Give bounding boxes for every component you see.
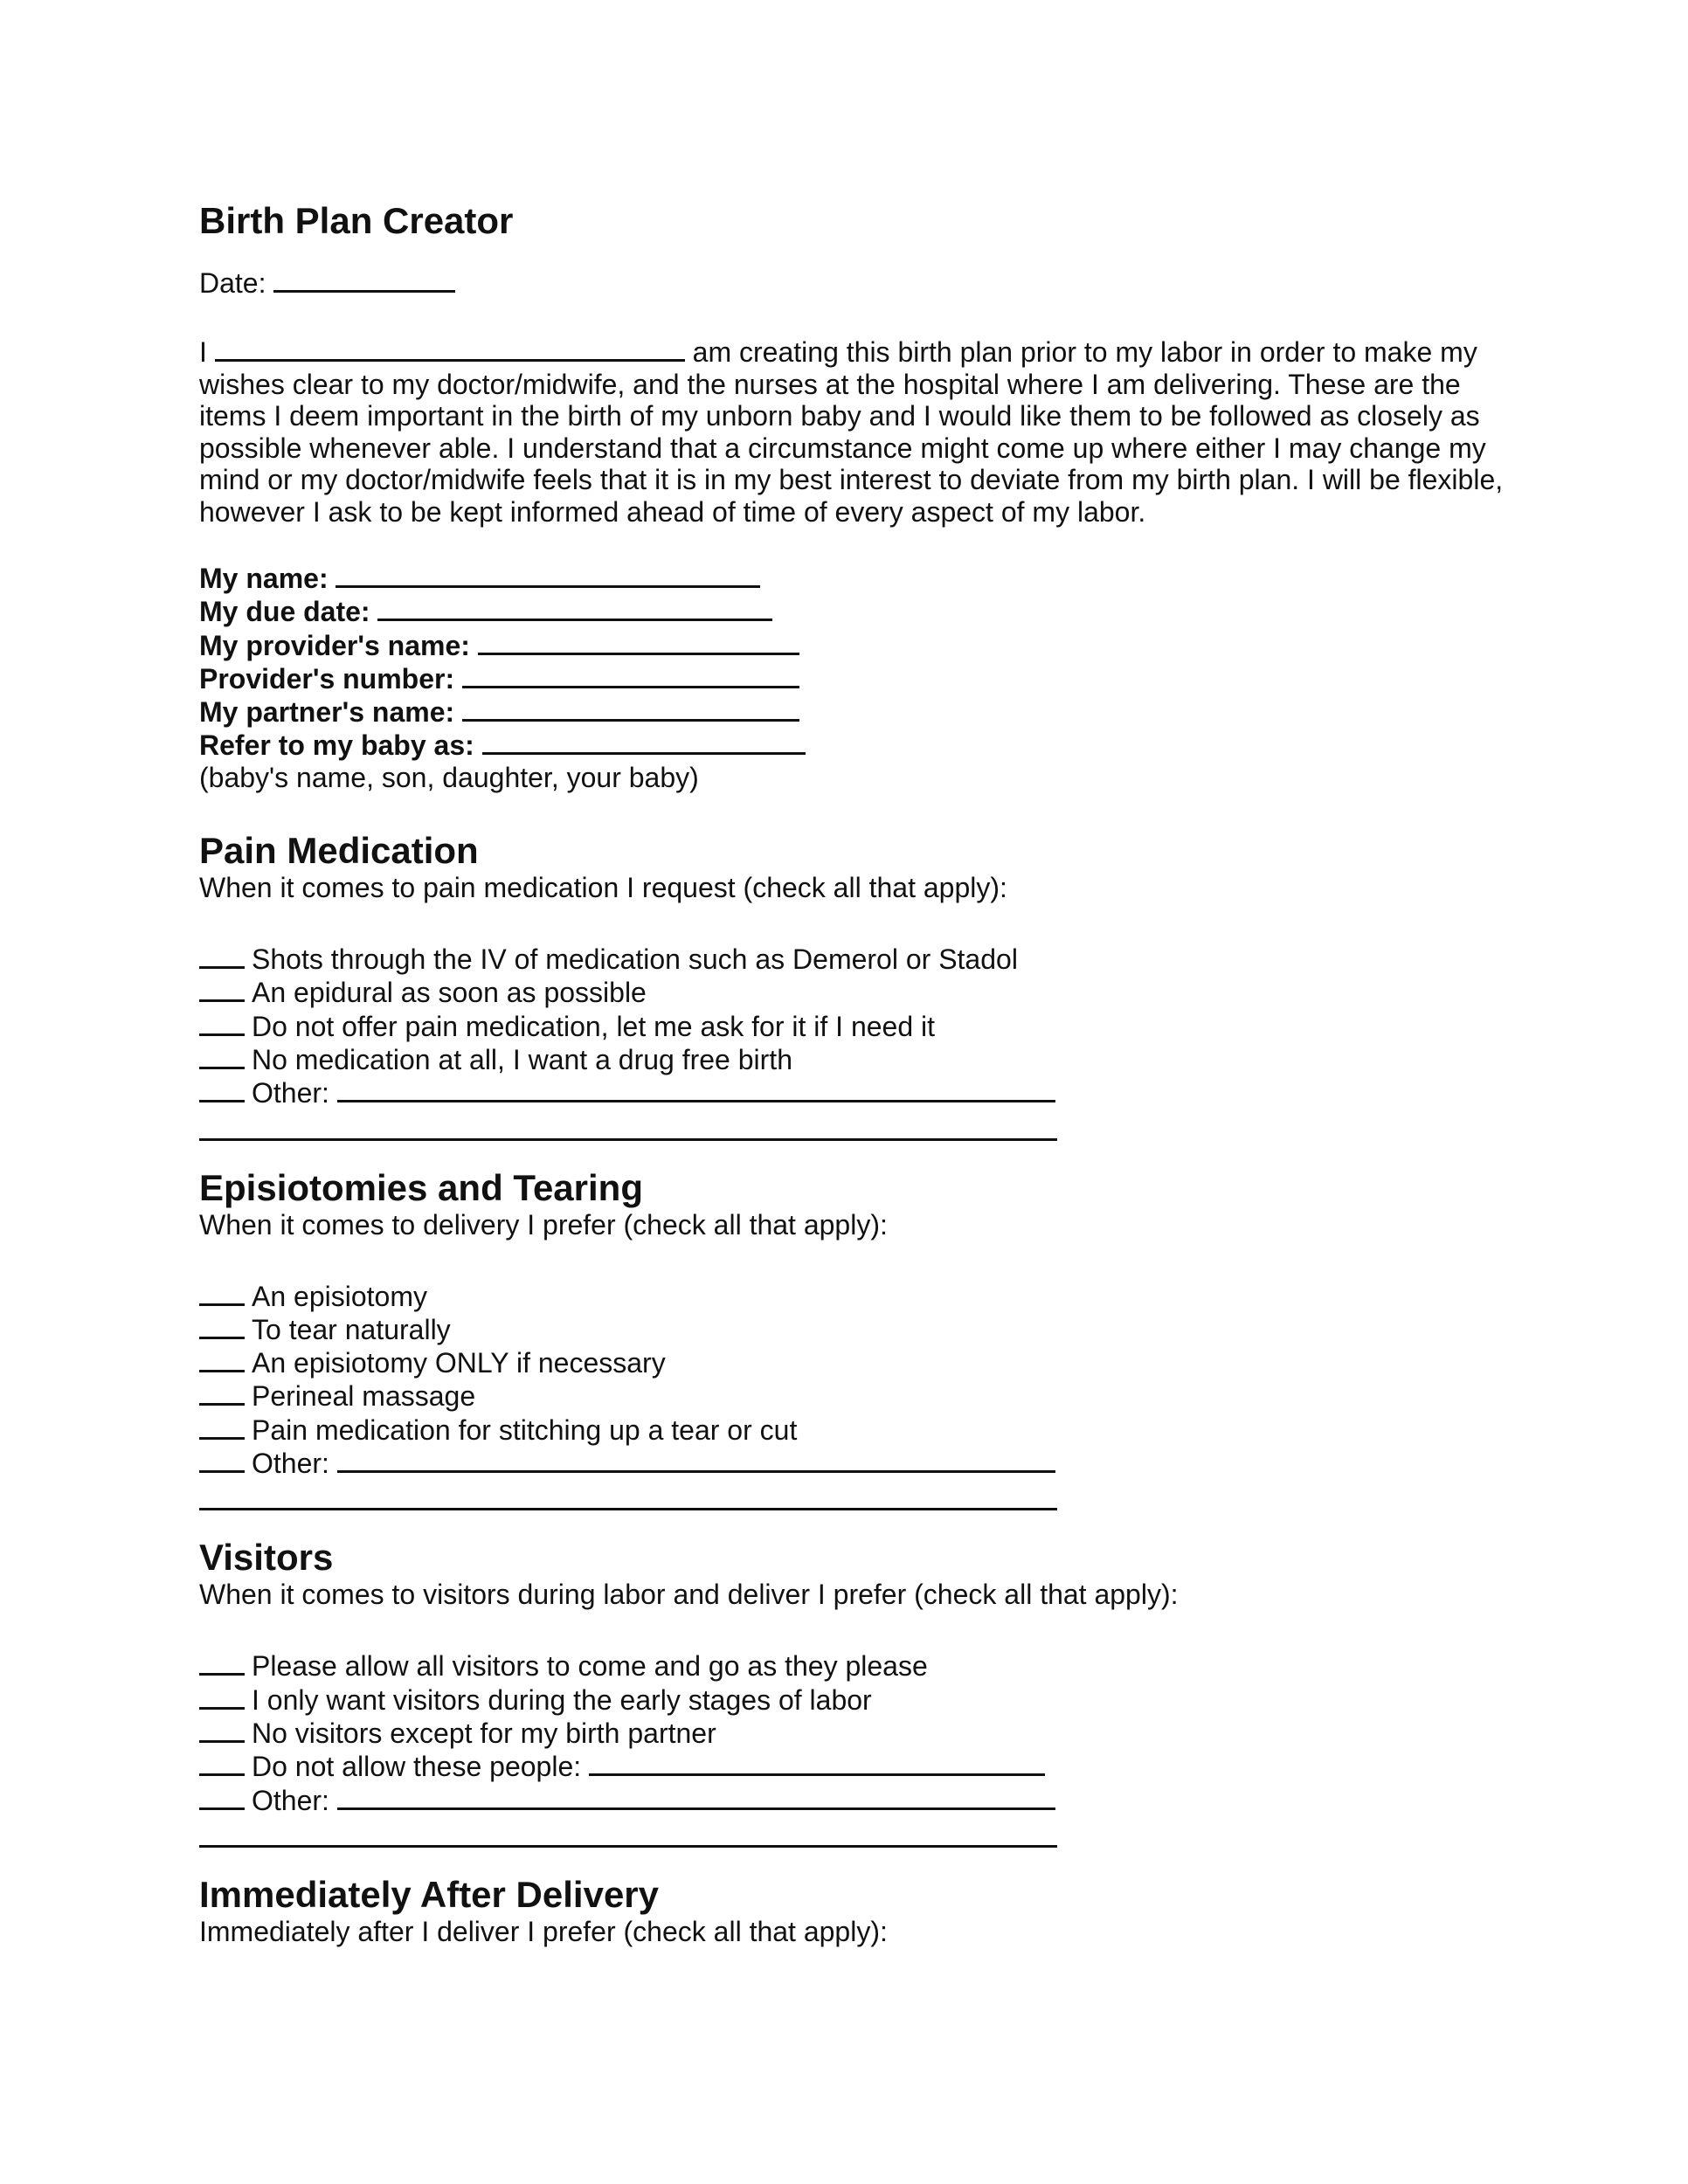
date-blank[interactable] — [273, 266, 455, 293]
checkbox-blank[interactable] — [199, 1446, 245, 1473]
other-continuation-line[interactable] — [199, 1479, 1057, 1510]
section-after-delivery — [199, 1874, 1527, 1947]
option-label: Please allow all visitors to come and go as they please — [252, 1650, 928, 1683]
other-continuation-line[interactable] — [199, 1109, 1057, 1141]
info-row-name — [199, 561, 1527, 594]
option-label: No visitors except for my birth partner — [252, 1717, 716, 1749]
other-blank[interactable] — [337, 1075, 1055, 1102]
date-row — [199, 266, 1527, 301]
provider-number-label: Provider's number: — [199, 662, 455, 695]
option-label: Other: — [252, 1784, 329, 1816]
section-lead: When it comes to pain medication I request (check all that apply): — [199, 872, 1007, 904]
checkbox-blank[interactable] — [199, 1749, 245, 1776]
option-item — [199, 1279, 1527, 1312]
name-label: My name: — [199, 563, 329, 594]
option-item — [199, 1379, 1527, 1412]
intro-name-blank[interactable] — [215, 335, 685, 362]
option-label: No medication at all, I want a drug free birth — [252, 1043, 792, 1075]
birth-plan-document — [199, 190, 1527, 1947]
provider-name-blank[interactable] — [478, 628, 799, 655]
info-row-provider-name — [199, 628, 1527, 661]
intro-paragraph — [199, 335, 1527, 528]
option-item — [199, 1009, 1527, 1042]
section-lead: Immediately after I deliver I prefer (check all that apply): — [199, 1915, 888, 1947]
option-item — [199, 1312, 1527, 1345]
checkbox-blank[interactable] — [199, 1345, 245, 1372]
option-item — [199, 1042, 1527, 1075]
refer-baby-blank[interactable] — [482, 728, 806, 755]
checkbox-blank[interactable] — [199, 1716, 245, 1743]
checkbox-blank[interactable] — [199, 975, 245, 1002]
option-list — [199, 1648, 1527, 1847]
checkbox-blank[interactable] — [199, 1379, 245, 1406]
option-item — [199, 1413, 1527, 1446]
document-title: Birth Plan Creator — [199, 200, 514, 241]
option-item — [199, 1749, 1527, 1782]
option-list — [199, 942, 1527, 1140]
partner-name-label: My partner's name: — [199, 696, 455, 729]
section-heading: Visitors — [199, 1537, 334, 1579]
checkbox-blank[interactable] — [199, 1683, 245, 1710]
checkbox-blank[interactable] — [199, 1075, 245, 1102]
section-heading: Episiotomies and Tearing — [199, 1166, 643, 1208]
option-label: An epidural as soon as possible — [252, 977, 647, 1009]
refer-baby-label: Refer to my baby as: — [199, 729, 474, 762]
option-list — [199, 1279, 1527, 1511]
option-label: Pain medication for stitching up a tear or cut — [252, 1413, 798, 1446]
other-blank[interactable] — [337, 1783, 1055, 1810]
name-blank[interactable] — [336, 561, 760, 588]
checkbox-blank[interactable] — [199, 1312, 245, 1339]
checkbox-blank[interactable] — [199, 942, 245, 969]
due-date-label: My due date: — [199, 596, 370, 628]
option-label: To tear naturally — [252, 1313, 451, 1345]
section-lead: When it comes to visitors during labor and deliver I prefer (check all that apply): — [199, 1579, 1179, 1611]
intro-prefix: I — [199, 336, 207, 368]
partner-name-blank[interactable] — [462, 695, 799, 722]
checkbox-blank[interactable] — [199, 1648, 245, 1676]
option-item — [199, 975, 1527, 1008]
option-item — [199, 1345, 1527, 1379]
info-row-partner-name — [199, 695, 1527, 728]
option-label: Do not offer pain medication, let me ask for it if I need it — [252, 1010, 936, 1042]
section-heading: Immediately After Delivery — [199, 1873, 660, 1915]
option-item — [199, 1683, 1527, 1716]
option-item — [199, 942, 1527, 975]
checkbox-blank[interactable] — [199, 1279, 245, 1306]
section-episiotomies — [199, 1167, 1527, 1511]
option-item-other — [199, 1783, 1527, 1816]
info-row-refer-baby — [199, 728, 1527, 761]
checkbox-blank[interactable] — [199, 1009, 245, 1036]
refer-baby-note: (baby's name, son, daughter, your baby) — [199, 761, 699, 793]
intro-text: am creating this birth plan prior to my labor in order to make my wishes clear to my doctor/midwife, and the nurses at the hospital where I am delivering. These are the items I deem important in the birth of my unborn baby and I would like them to be followed as closely as possible whenever able. I understand that a circumstance might come up where either I may change my mind or my doctor/midwife feels that it is in my best interest to deviate from my birth plan. I will be flexible, however I ask to be kept informed ahead of time of every aspect of my labor. — [199, 336, 1504, 528]
info-row-provider-number — [199, 661, 1527, 695]
provider-name-label: My provider's name: — [199, 629, 470, 661]
checkbox-blank[interactable] — [199, 1783, 245, 1810]
option-label: An episiotomy — [252, 1280, 427, 1312]
other-blank[interactable] — [337, 1446, 1055, 1473]
checkbox-blank[interactable] — [199, 1042, 245, 1069]
section-lead: When it comes to delivery I prefer (check all that apply): — [199, 1208, 888, 1241]
option-label: Shots through the IV of medication such as Demerol or Stadol — [252, 943, 1018, 976]
option-item-other — [199, 1075, 1527, 1109]
other-continuation-line[interactable] — [199, 1816, 1057, 1848]
info-fields — [199, 561, 1527, 793]
option-label: I only want visitors during the early stages of labor — [252, 1683, 872, 1716]
option-label: Other: — [252, 1448, 329, 1480]
excluded-people-blank[interactable] — [589, 1749, 1045, 1776]
section-visitors — [199, 1537, 1527, 1847]
checkbox-blank[interactable] — [199, 1413, 245, 1440]
section-pain-medication — [199, 830, 1527, 1140]
option-label: Do not allow these people: — [252, 1751, 582, 1783]
info-row-due-date — [199, 594, 1527, 627]
option-item — [199, 1648, 1527, 1682]
date-label: Date: — [199, 267, 266, 299]
option-item-other — [199, 1446, 1527, 1479]
due-date-blank[interactable] — [377, 594, 772, 621]
option-label: An episiotomy ONLY if necessary — [252, 1347, 666, 1379]
provider-number-blank[interactable] — [462, 661, 799, 688]
option-item — [199, 1716, 1527, 1749]
option-label: Other: — [252, 1077, 329, 1109]
section-heading: Pain Medication — [199, 830, 479, 872]
option-label: Perineal massage — [252, 1380, 476, 1413]
